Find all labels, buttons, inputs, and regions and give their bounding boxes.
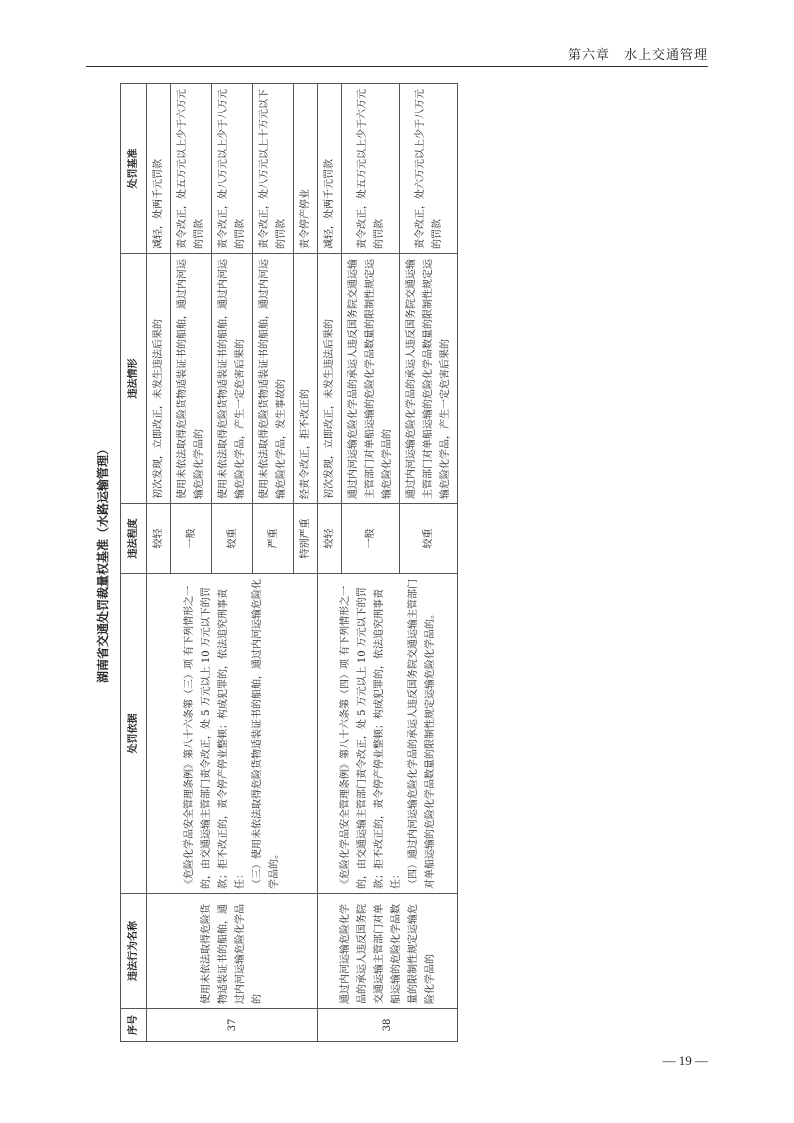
table-row [318,84,342,1042]
standard-cell: 减轻，处两千元罚款 [318,84,342,254]
standard-cell: 减轻，处两千元罚款 [147,84,171,254]
circumstance-cell: 使用未依法取得危险货物适装证书的船舶，通过内河运输危险化学品的 [171,254,212,504]
standard-cell: 责令改正，处六万元以上少于八万元的罚款 [400,84,458,254]
standard-cell: 责令改正，处五万元以上少于六万元的罚款 [342,84,400,254]
standard-cell: 责令改正，处八万元以上十万元以下的罚款 [253,84,294,254]
degree-cell: 较轻 [318,504,342,574]
penalty-basis [318,574,458,894]
violation-name: 使用未依法取得危险货物适装证书的船舶，通过内河运输危险化学品的 [147,894,318,1009]
degree-cell: 一般 [342,504,400,574]
basis-paragraph: 《危险化学品安全管理条例》第八十六条第（四）项 有下列情形之一的，由交通运输主管部门责令改正，处 5 万元以上 10 万元以下的罚款；拒不改正的，责令停产停业整顿；构成犯罪的，依法追究刑事责任： [339,585,402,889]
standard-cell: 责令改正，处五万元以上少于六万元的罚款 [171,84,212,254]
circumstance-cell: 使用未依法取得危险货物适装证书的船舶，通过内河运输危险化学品，发生事故的 [253,254,294,504]
basis-paragraph: 《危险化学品安全管理条例》第八十六条第（三）项 有下列情形之一的，由交通运输主管部门责令改正，处 5 万元以上 10 万元以下的罚款；拒不改正的，责令停产停业整顿；构成犯罪的，依法追究刑事责任： [184,585,246,889]
degree-cell: 较轻 [147,504,171,574]
col-header-standard: 处罚基准 [121,84,147,254]
circumstance-cell: 初次发现，立即改正，未发生违法后果的 [147,254,171,504]
row-number: 38 [318,1009,458,1042]
degree-cell: 一般 [171,504,212,574]
standard-cell: 责令改正，处八万元以上少于八万元的罚款 [212,84,253,254]
running-header [86,36,708,67]
table-title: 湖南省交通处罚裁量权基准（水路运输管理） [96,443,110,684]
rotated-table-area [86,84,708,1042]
penalty-table [120,83,458,1042]
degree-cell: 较重 [400,504,458,574]
col-header-degree: 违法程度 [121,504,147,574]
degree-cell: 较重 [212,504,253,574]
violation-name: 通过内河运输危险化学品的承运人违反国务院交通运输主管部门对单船运输的危险化学品数量的限制性规定运输危险化学品的 [318,894,458,1009]
circumstance-cell: 通过内河运输危险化学品的承运人违反国务院交通运输主管部门对单船运输的危险化学品数量的限制性规定运输危险化学品的 [342,254,400,504]
table-row [147,84,171,1042]
col-header-basis: 处罚依据 [121,574,147,894]
col-header-circumstance: 违法情形 [121,254,147,504]
basis-paragraph: （三）使用未依法取得危险货物适装证书的船舶，通过内河运输危险化学品的。 [252,579,280,889]
col-header-no: 序号 [121,1009,147,1042]
page-number: — 19 — [662,1053,708,1068]
penalty-basis [147,574,318,894]
circumstance-cell: 通过内河运输危险化学品的承运人违反国务院交通运输主管部门对单船运输的危险化学品数量的限制性规定运输危险化学品，产生一定危害后果的 [400,254,458,504]
degree-cell: 严重 [253,504,294,574]
chapter-title: 第六章 水上交通管理 [567,48,708,63]
standard-cell: 责令停产停业 [294,84,318,254]
degree-cell: 特别严重 [294,504,318,574]
circumstance-cell: 初次发现，立即改正，未发生违法后果的 [318,254,342,504]
col-header-name: 违法行为名称 [121,894,147,1009]
table-header-row [121,84,147,1042]
circumstance-cell: 使用未依法取得危险货物适装证书的船舶，通过内河运输危险化学品，产生一定危害后果的 [212,254,253,504]
basis-paragraph: （四）通过内河运输危险化学品的承运人违反国务院交通运输主管部门对单船运输的危险化学品数量的限制性规定运输危险化学品的。 [407,579,436,889]
circumstance-cell: 经责令改正，拒不改正的 [294,254,318,504]
row-number: 37 [147,1009,318,1042]
table-rotated-container [86,84,708,1042]
